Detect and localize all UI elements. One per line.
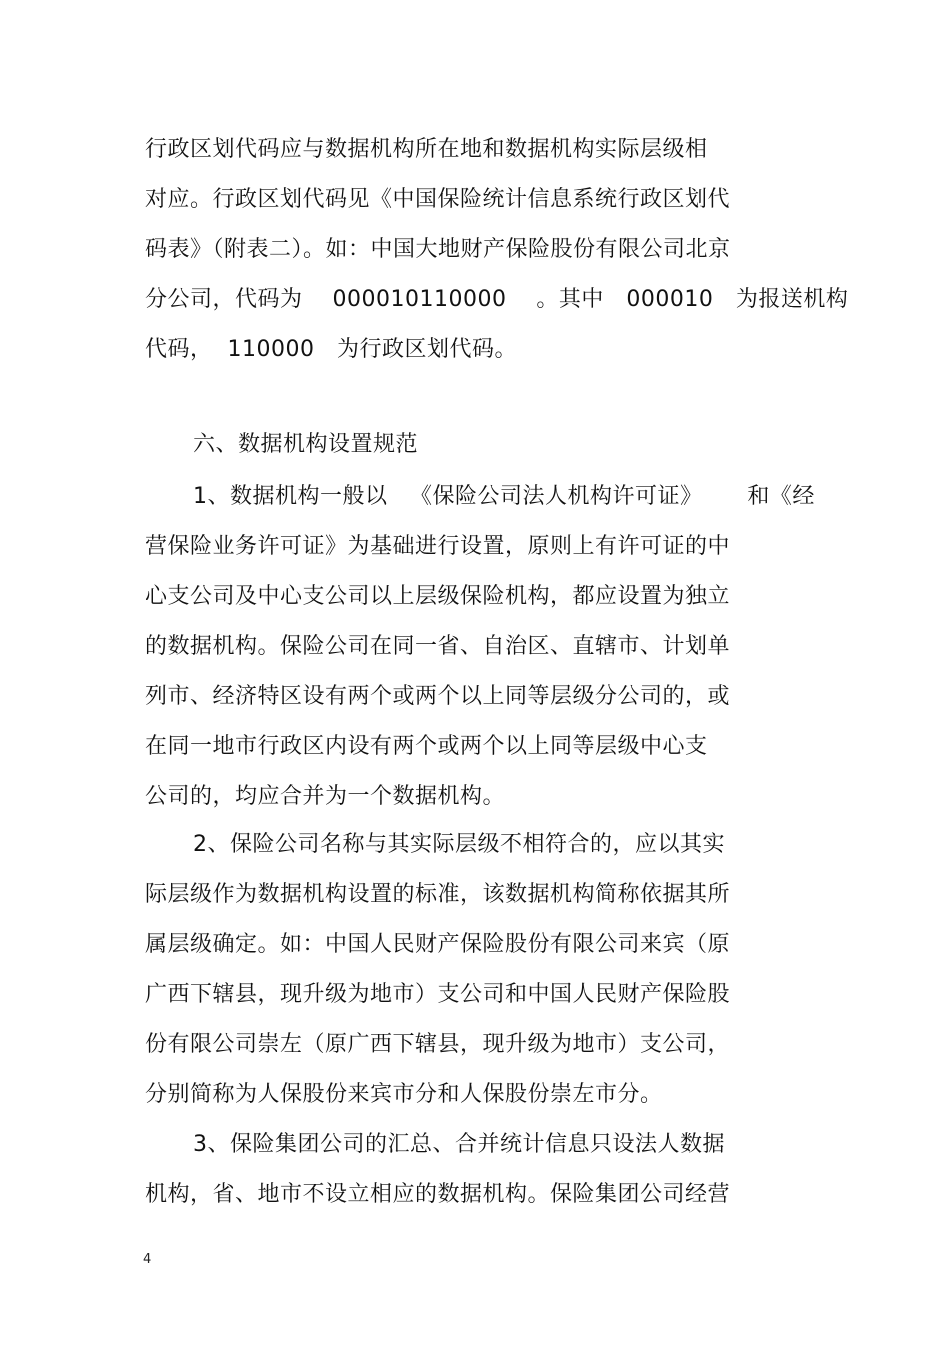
paragraph-line: 3、保险集团公司的汇总、合并统计信息只设法人数据 [193,1132,725,1157]
paragraph-line: 行政区划代码应与数据机构所在地和数据机构实际层级相 [145,137,708,162]
paragraph-line: 分公司，代码为 000010110000 。其中 000010 为报送机构 [145,287,849,312]
paragraph-line: 广西下辖县，现升级为地市）支公司和中国人民财产保险股 [145,982,731,1007]
paragraph-line: 的数据机构。保险公司在同一省、自治区、直辖市、计划单 [145,634,731,659]
section-heading: 六、数据机构设置规范 [193,432,419,457]
paragraph-line: 心支公司及中心支公司以上层级保险机构，都应设置为独立 [145,584,731,609]
paragraph-line: 份有限公司崇左（原广西下辖县，现升级为地市）支公司， [145,1032,731,1057]
paragraph-line: 列市、经济特区设有两个或两个以上同等层级分公司的，或 [145,684,731,709]
paragraph-line: 码表》（附表二）。如：中国大地财产保险股份有限公司北京 [145,237,731,262]
paragraph-line: 代码， 110000 为行政区划代码。 [145,337,517,362]
paragraph-line: 分别简称为人保股份来宾市分和人保股份崇左市分。 [145,1082,663,1107]
paragraph-line: 2、保险公司名称与其实际层级不相符合的，应以其实 [193,832,725,857]
paragraph-line: 1、数据机构一般以 《保险公司法人机构许可证》 和《经 [193,484,815,509]
page-number: 4 [143,1252,152,1267]
paragraph-line: 对应。行政区划代码见《中国保险统计信息系统行政区划代 [145,187,731,212]
paragraph-line: 属层级确定。如：中国人民财产保险股份有限公司来宾（原 [145,932,731,957]
paragraph-line: 公司的，均应合并为一个数据机构。 [145,784,506,809]
paragraph-line: 在同一地市行政区内设有两个或两个以上同等层级中心支 [145,734,708,759]
paragraph-line: 营保险业务许可证》为基础进行设置，原则上有许可证的中 [145,534,731,559]
paragraph-line: 机构，省、地市不设立相应的数据机构。保险集团公司经营 [145,1182,731,1207]
paragraph-line: 际层级作为数据机构设置的标准，该数据机构简称依据其所 [145,882,731,907]
